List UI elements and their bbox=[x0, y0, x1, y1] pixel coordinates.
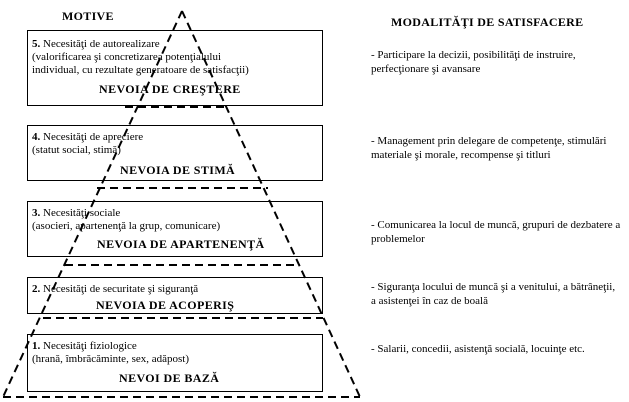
level-3-number: 3. bbox=[32, 207, 41, 219]
level-1-number: 1. bbox=[32, 340, 41, 352]
level-3-description bbox=[32, 207, 220, 233]
level-5-line-2: (valorificarea şi concretizarea potenţialului bbox=[32, 51, 222, 63]
level-5-line-1: Necesităţi de autorealizare bbox=[43, 38, 160, 50]
satisfaction-column-title: MODALITĂŢI DE SATISFACERE bbox=[391, 15, 584, 29]
level-2-number: 2. bbox=[32, 283, 41, 295]
level-1-line-2: (hrană, îmbrăcăminte, sex, adăpost) bbox=[32, 353, 189, 365]
level-4-line-1: Necesităţi de apreciere bbox=[43, 131, 144, 143]
level-4-need-name: NEVOIA DE STIMĂ bbox=[120, 163, 236, 177]
level-5-need-name: NEVOIA DE CREŞTERE bbox=[99, 82, 241, 96]
motive-column-title: MOTIVE bbox=[62, 9, 114, 23]
level-4-line-2: (statut social, stimă) bbox=[32, 144, 121, 156]
level-5-number: 5. bbox=[32, 38, 41, 50]
level-2-need-name: NEVOIA DE ACOPERIŞ bbox=[96, 298, 235, 312]
satisfaction-level-5: - Participare la decizii, posibilităţi de instruire, perfecţionare şi avansare bbox=[371, 49, 576, 75]
level-1-line-1: Necesităţi fiziologice bbox=[43, 340, 137, 352]
level-5-line-3: individual, cu rezultate generatoare de satisfacţii) bbox=[32, 64, 249, 76]
level-5-description bbox=[32, 38, 249, 77]
level-3-line-2: (asocieri, apartenenţă la grup, comunicare) bbox=[32, 220, 221, 232]
satisfaction-level-4: - Management prin delegare de competenţe, stimulări materiale şi morale, recompense şi titluri bbox=[371, 135, 607, 161]
level-4-description bbox=[32, 131, 143, 157]
satisfaction-level-3: - Comunicarea la locul de muncă, grupuri de dezbatere a problemelor bbox=[371, 219, 621, 245]
level-2-line-1: Necesităţi de securitate şi siguranţă bbox=[43, 283, 199, 295]
level-1-description bbox=[32, 340, 189, 366]
level-3-line-1: Necesităţi sociale bbox=[43, 207, 121, 219]
satisfaction-level-2: - Siguranţa locului de muncă şi a venitului, a bătrâneţii, a asistenţei în caz de boală bbox=[371, 281, 616, 307]
level-4-number: 4. bbox=[32, 131, 41, 143]
level-2-description bbox=[32, 283, 198, 296]
level-1-need-name: NEVOI DE BAZĂ bbox=[119, 371, 220, 385]
satisfaction-level-1: - Salarii, concedii, asistenţă socială, locuinţe etc. bbox=[371, 343, 585, 355]
level-3-need-name: NEVOIA DE APARTENENŢĂ bbox=[97, 237, 265, 251]
